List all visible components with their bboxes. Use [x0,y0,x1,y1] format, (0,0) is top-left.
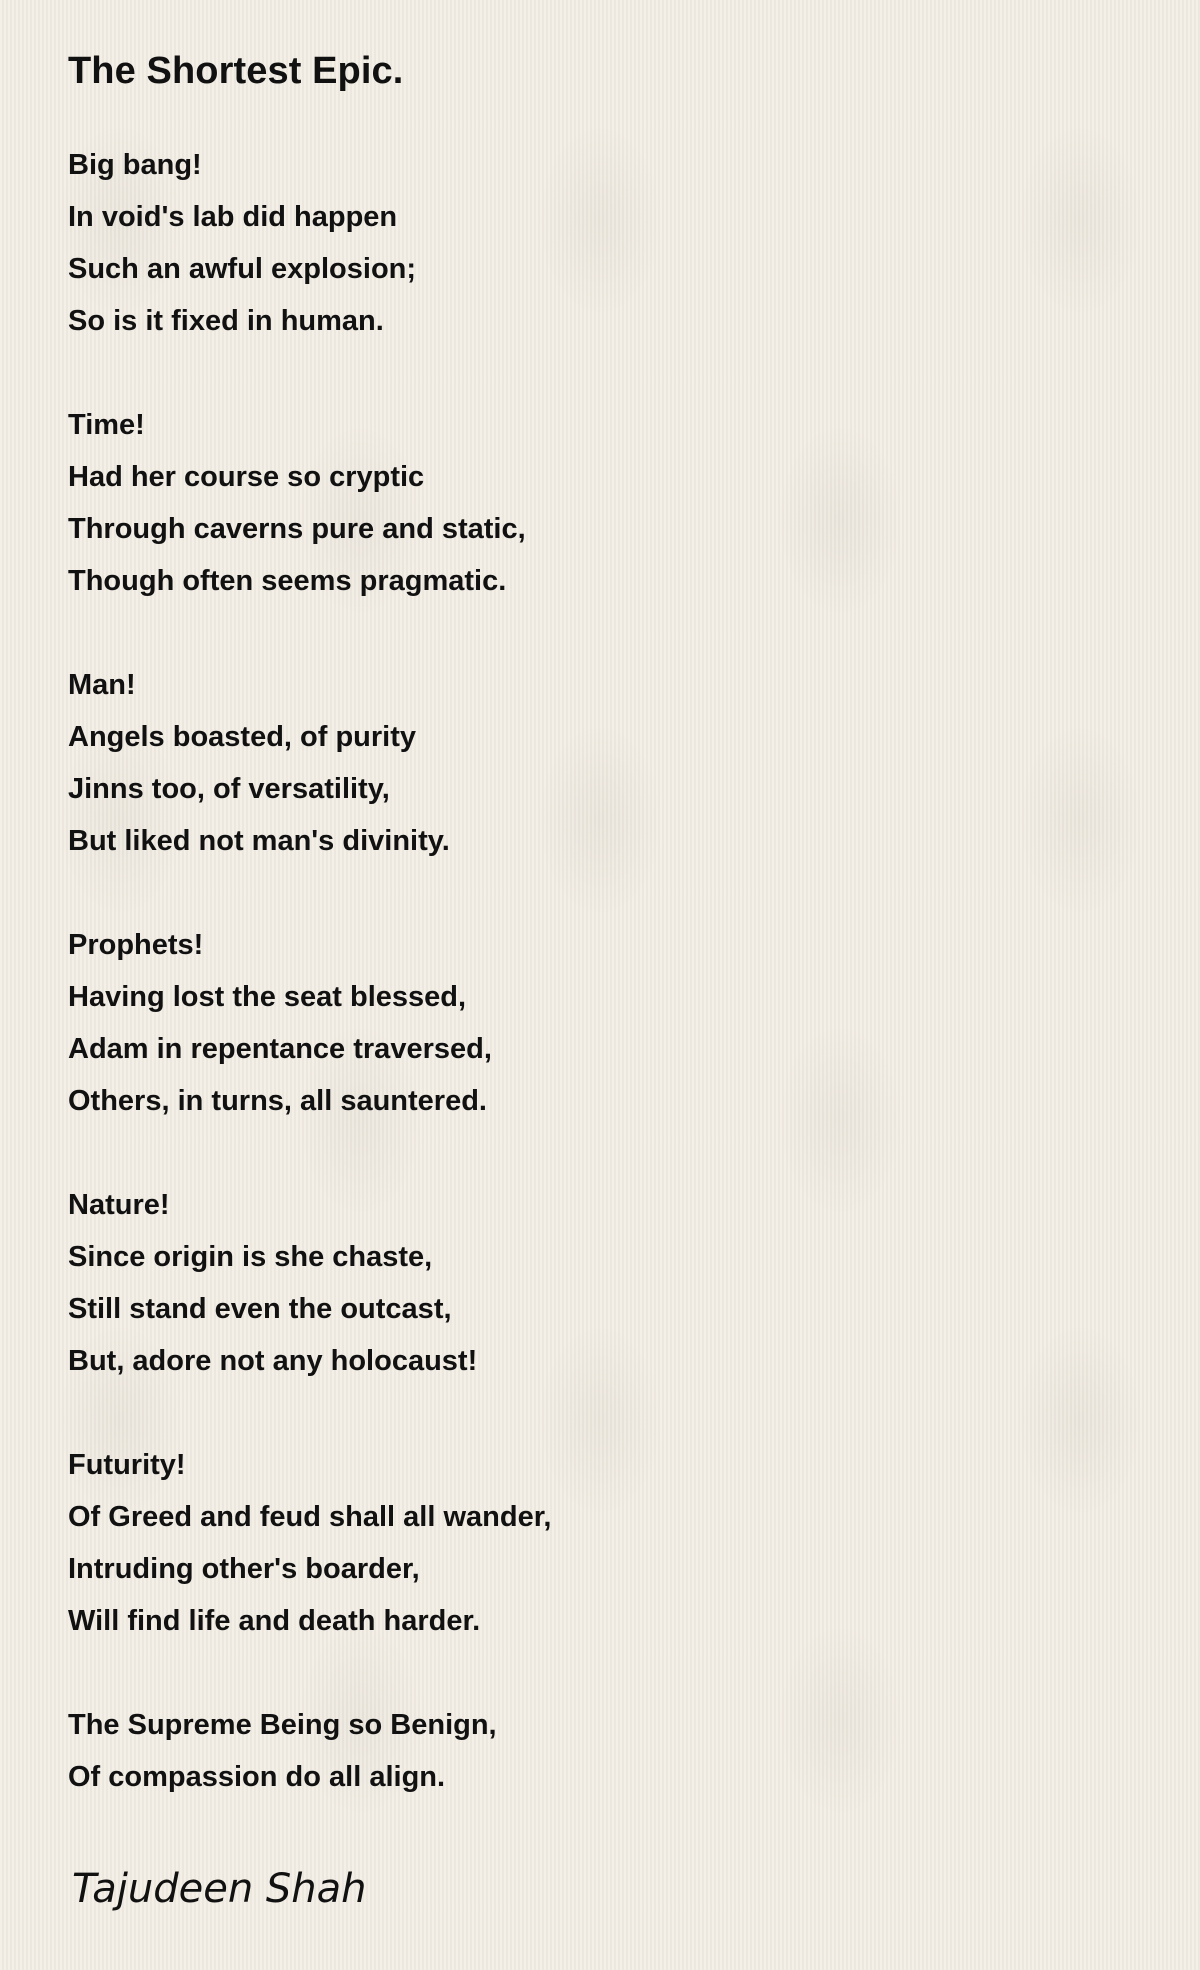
poem-line: Others, in turns, all sauntered. [68,1084,487,1117]
poem-line: Though often seems pragmatic. [68,564,507,597]
stanza [68,1699,1068,1803]
poem-line: Angels boasted, of purity [68,720,417,753]
poem-page [68,50,1068,1855]
poem-line: Having lost the seat blessed, [68,980,467,1013]
poem-line: Since origin is she chaste, [68,1240,433,1273]
poem-line: But, adore not any holocaust! [68,1344,478,1377]
poem-title: The Shortest Epic. [68,50,404,92]
poem-body [68,139,1068,1803]
stanza [68,139,1068,347]
poem-line: Big bang! [68,148,202,181]
poem-line: Such an awful explosion; [68,252,417,285]
stanza [68,919,1068,1127]
poem-line: So is it fixed in human. [68,304,384,337]
stanza [68,659,1068,867]
poem-line: In void's lab did happen [68,200,398,233]
poem-line: But liked not man's divinity. [68,824,450,857]
stanza [68,399,1068,607]
stanza [68,1439,1068,1647]
poem-line: Jinns too, of versatility, [68,772,390,805]
author-signature: Tajudeen Shah [72,1866,367,1912]
poem-line: Prophets! [68,928,204,961]
poem-line: Through caverns pure and static, [68,512,526,545]
stanza [68,1179,1068,1387]
poem-line: Intruding other's boarder, [68,1552,420,1585]
poem-line: Adam in repentance traversed, [68,1032,492,1065]
poem-line: Futurity! [68,1448,186,1481]
poem-line: Nature! [68,1188,170,1221]
poem-line: The Supreme Being so Benign, [68,1708,497,1741]
poem-line: Had her course so cryptic [68,460,425,493]
poem-line: Man! [68,668,136,701]
poem-line: Time! [68,408,145,441]
poem-line: Of Greed and feud shall all wander, [68,1500,552,1533]
poem-line: Will find life and death harder. [68,1604,481,1637]
poem-line: Of compassion do all align. [68,1760,446,1793]
poem-line: Still stand even the outcast, [68,1292,452,1325]
